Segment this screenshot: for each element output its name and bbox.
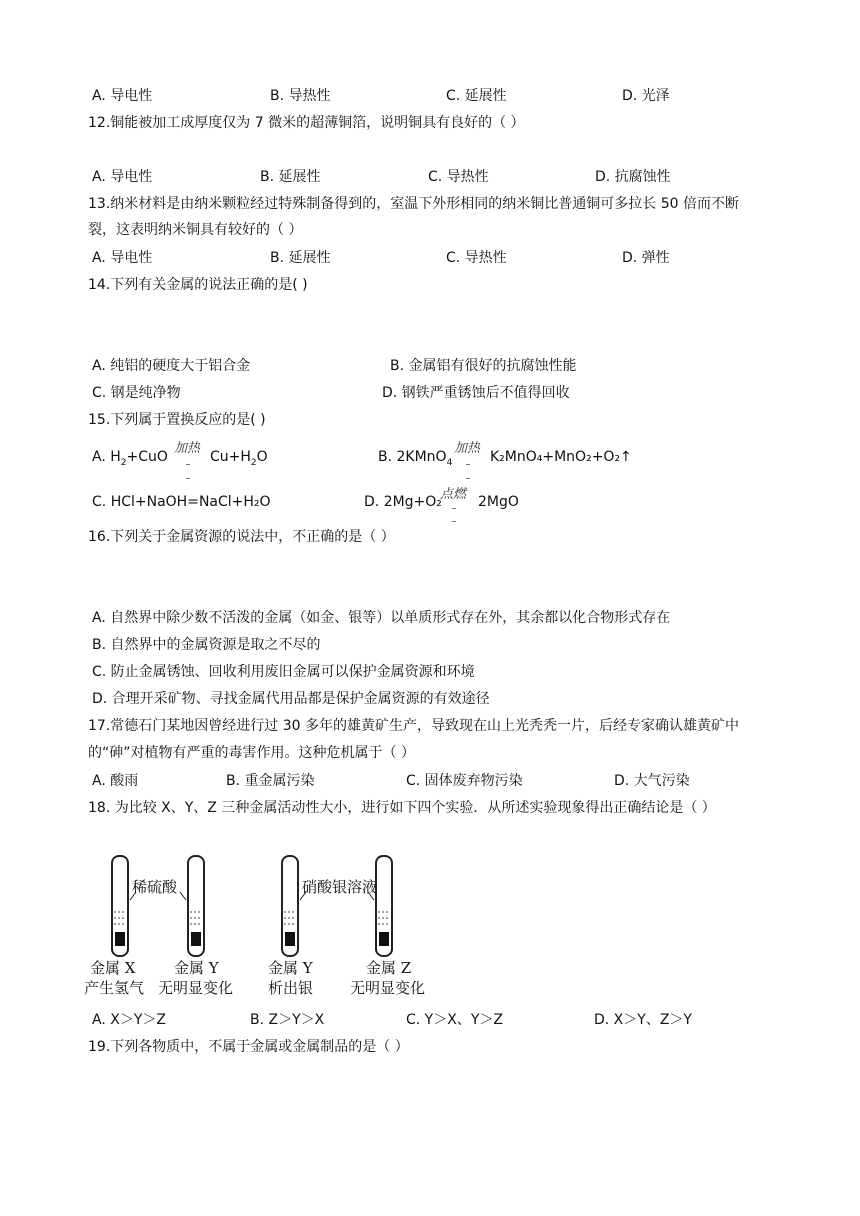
q15-option-c-equation <box>92 493 271 511</box>
test-tube-y-acid <box>188 856 204 956</box>
q16-option-b: B. 自然界中的金属资源是取之不尽的 <box>92 637 321 653</box>
q15-option-b-equation <box>378 448 452 466</box>
q17-option-a: A. 酸雨 <box>92 773 139 789</box>
tube-2-result: 无明显变化 <box>158 979 234 997</box>
q18-option-d: D. X＞Y、Z＞Y <box>594 1012 692 1028</box>
q15-stem: 15.下列属于置换反应的是( ) <box>88 412 266 428</box>
q15-d-right: 2MgO <box>478 494 519 510</box>
q15-a-right: Cu+H <box>210 449 251 465</box>
q11-option-c: C. 延展性 <box>446 88 507 104</box>
q16-option-a: A. 自然界中除少数不活泼的金属（如金、银等）以单质形式存在外，其余都以化合物形式存在 <box>92 610 671 626</box>
q15-b-letter: B. <box>378 449 393 465</box>
q12-option-b: B. 延展性 <box>260 169 321 185</box>
tube-4-metal: 金属 Z <box>366 959 412 977</box>
q18-option-b: B. Z＞Y＞X <box>250 1012 325 1028</box>
q17-option-d: D. 大气污染 <box>614 773 690 789</box>
q17-option-b: B. 重金属污染 <box>226 773 315 789</box>
tube-4-result: 无明显变化 <box>350 979 426 997</box>
q12-option-d: D. 抗腐蚀性 <box>595 169 671 185</box>
q15-a-condition: 加热 <box>174 441 201 456</box>
q15-c-letter: C. <box>92 494 107 510</box>
q18-option-a: A. X＞Y＞Z <box>92 1012 166 1028</box>
q13-option-a: A. 导电性 <box>92 250 153 266</box>
q11-option-a: A. 导电性 <box>92 88 153 104</box>
q11-option-b: B. 导热性 <box>270 88 331 104</box>
q12-stem: 12.铜能被加工成厚度仅为 7 微米的超薄铜箔，说明铜具有良好的（ ） <box>88 115 525 131</box>
q18-option-c: C. Y＞X、Y＞Z <box>406 1012 503 1028</box>
q12-option-c: C. 导热性 <box>428 169 489 185</box>
q15-a-letter: A. <box>92 449 106 465</box>
reagent-label-silver-nitrate: 硝酸银溶液 <box>302 878 378 896</box>
q15-a-right-sub: 2 <box>250 457 257 468</box>
q16-option-d: D. 合理开采矿物、寻找金属代用品都是保护金属资源的有效途径 <box>92 691 490 707</box>
q15-d-letter: D. <box>364 494 380 510</box>
test-tube-z <box>376 856 392 956</box>
tube-3-result: 析出银 <box>268 979 314 997</box>
q15-a-right-wrap <box>210 448 268 466</box>
tube-1-metal: 金属 X <box>90 959 136 977</box>
q15-b-left-sub: 4 <box>446 457 453 468</box>
q12-option-a: A. 导电性 <box>92 169 153 185</box>
q15-a-left-sub: 2 <box>120 457 127 468</box>
test-tube-y-silver <box>282 856 298 956</box>
q13-option-d: D. 弹性 <box>622 250 670 266</box>
q15-a-left: H <box>110 449 121 465</box>
q14-option-d: D. 钢铁严重锈蚀后不值得回收 <box>382 385 570 401</box>
test-tubes-svg <box>84 850 444 960</box>
tube-2-metal: 金属 Y <box>174 959 219 977</box>
q18-experiment-figure <box>84 850 444 998</box>
q17-stem-line2: 的“砷”对植物有严重的毒害作用。这种危机属于（ ） <box>88 745 415 761</box>
q17-stem-line1: 17.常德石门某地因曾经进行过 30 多年的雄黄矿生产，导致现在山上光秃秃一片，后经专家确认雄黄矿中 <box>88 718 739 734</box>
q14-option-a: A. 纯铝的硬度大于铝合金 <box>92 358 251 374</box>
q14-option-b: B. 金属铝有很好的抗腐蚀性能 <box>390 358 577 374</box>
q13-option-b: B. 延展性 <box>270 250 331 266</box>
q15-b-right: K₂MnO₄+MnO₂+O₂↑ <box>490 449 632 465</box>
q15-d-left: 2Mg+O₂ <box>383 494 442 510</box>
q15-b-left: 2KMnO <box>396 449 447 465</box>
q19-stem: 19.下列各物质中，不属于金属或金属制品的是（ ） <box>88 1039 409 1055</box>
q15-a-right-rest: O <box>256 449 268 465</box>
q15-d-condition: 点燃 <box>440 487 467 502</box>
reagent-label-sulfuric-acid: 稀硫酸 <box>132 878 178 896</box>
q15-b-condition: 加热 <box>454 441 481 456</box>
q14-stem: 14.下列有关金属的说法正确的是( ) <box>88 277 308 293</box>
q16-stem: 16.下列关于金属资源的说法中，不正确的是（ ） <box>88 529 395 545</box>
q15-option-a-equation <box>92 448 168 466</box>
tube-3-metal: 金属 Y <box>268 959 313 977</box>
q15-c-text: HCl+NaOH=NaCl+H₂O <box>110 494 271 510</box>
q11-option-d: D. 光泽 <box>622 88 670 104</box>
q18-stem: 18. 为比较 X、Y、Z 三种金属活动性大小，进行如下四个实验．从所述实验现象得出正确结论是（ ） <box>88 800 716 816</box>
test-tube-x <box>112 856 128 956</box>
q13-stem-line2: 裂，这表明纳米铜具有较好的（ ） <box>88 222 303 238</box>
q15-a-left-rest: +CuO <box>126 449 168 465</box>
q15-option-d-equation <box>364 493 442 511</box>
q13-stem-line1: 13.纳米材料是由纳米颗粒经过特殊制备得到的，室温下外形相同的纳米铜比普通铜可多拉长 50 倍而不断 <box>88 196 739 212</box>
q13-option-c: C. 导热性 <box>446 250 507 266</box>
q14-option-c: C. 钢是纯净物 <box>92 385 181 401</box>
tube-1-result: 产生氢气 <box>84 979 145 997</box>
leader-line <box>180 892 186 900</box>
q17-option-c: C. 固体废弃物污染 <box>406 773 523 789</box>
q16-option-c: C. 防止金属锈蚀、回收利用废旧金属可以保护金属资源和环境 <box>92 664 475 680</box>
